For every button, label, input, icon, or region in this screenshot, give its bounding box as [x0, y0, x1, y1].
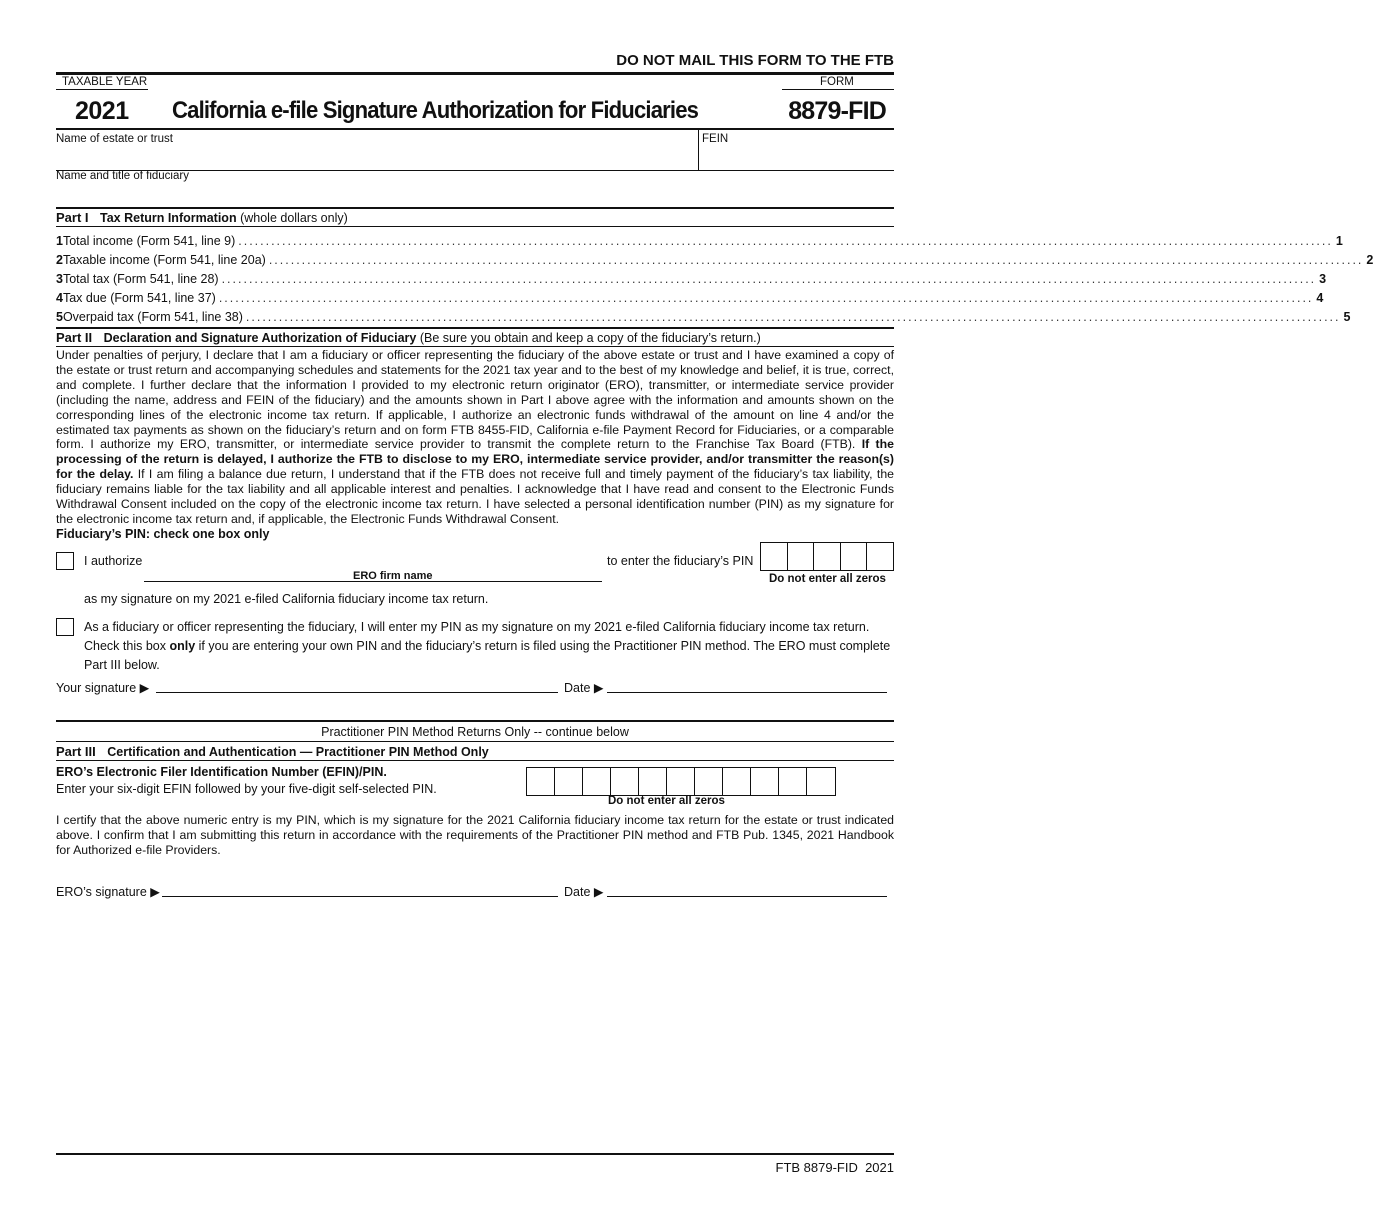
efin-digit-box[interactable] [611, 768, 639, 795]
line-number: 1 [56, 234, 63, 248]
line-label: Total income (Form 541, line 9) [62, 234, 236, 248]
authorize-suffix: to enter the fiduciary’s PIN [607, 554, 754, 568]
ero-date-field[interactable] [607, 882, 887, 897]
estate-name-label: Name of estate or trust [56, 133, 173, 145]
part2-subtitle: (Be sure you obtain and keep a copy of the fiduciary’s return.) [419, 331, 761, 345]
declaration-part-a: Under penalties of perjury, I declare that I am a fiduciary or officer representing the fiduciary of the above estate or trust and I have examined a copy of the estate or trust return and accompanying schedules and statements for the 2021 tax year and to the best of my knowledge and belief, it is true, correct, and complete. I further declare that the information I provided to my electronic return originator (ERO), transmitter, or intermediate service provider (including the name, address and FEIN of the fiduciary) and the amounts shown in Part I above agree with the information and amounts shown on the corresponding lines of the electronic income tax return. If applicable, I authorize an electronic funds withdrawal of the amount on line 4 and/or the estimated tax payments as shown on the fiduciary’s return and on form FTB 8455-FID, California e-file Payment Record for Fiduciaries, or a comparable form. I authorize my ERO, transmitter, or intermediate service provider to transmit the complete return to the Franchise Tax Board (FTB). [56, 348, 894, 452]
part3-label: Part III [56, 744, 96, 759]
taxable-year-underline [56, 89, 148, 90]
pin-zeros-note: Do not enter all zeros [769, 573, 886, 585]
practitioner-banner: Practitioner PIN Method Returns Only -- continue below [321, 725, 629, 739]
efin-digit-box[interactable] [723, 768, 751, 795]
part1-line [56, 249, 1373, 267]
estate-name-field[interactable] [56, 147, 696, 169]
authorize-prefix: I authorize [84, 554, 143, 568]
efin-digit-box[interactable] [779, 768, 807, 795]
title-rule [56, 128, 894, 130]
part2-label: Part II [56, 330, 93, 345]
your-signature-field[interactable] [156, 678, 558, 693]
header-rule [56, 72, 894, 75]
efin-digit-box[interactable] [527, 768, 555, 795]
part1-heading [56, 210, 348, 225]
part3-title: Certification and Authentication — Practitioner PIN Method Only [107, 745, 489, 759]
do-not-mail-notice: DO NOT MAIL THIS FORM TO THE FTB [616, 52, 894, 69]
part2-heading [56, 330, 761, 345]
line-ref: 1 [1335, 234, 1343, 248]
self-pin-text-b: if you are entering your own PIN and the fiduciary’s return is filed using the Practitioner PIN method. The ERO must complete Part III below. [84, 639, 891, 672]
line-label: Total tax (Form 541, line 28) [62, 272, 219, 286]
part1-line [56, 268, 1327, 286]
ero-firm-name-label: ERO firm name [353, 570, 433, 582]
part1-line [56, 306, 1351, 324]
line-label: Tax due (Form 541, line 37) [62, 291, 216, 305]
tax-year: 2021 [75, 97, 129, 125]
your-date-field[interactable] [607, 678, 887, 693]
part3-sub-rule [56, 760, 894, 761]
ero-signature-field[interactable] [162, 882, 558, 897]
declaration-bold: If the processing of the return is delayed, I authorize the FTB to disclose to my ERO, intermediate service provider, and/or transmitter the reason(s) for the delay. [56, 437, 894, 482]
efin-digit-box[interactable] [555, 768, 583, 795]
part1-label: Part I [56, 210, 89, 225]
line-label: Taxable income (Form 541, line 20a) [62, 253, 266, 267]
efin-digit-box[interactable] [751, 768, 779, 795]
pin-digit-box[interactable] [867, 543, 893, 570]
pin-heading: Fiduciary’s PIN: check one box only [56, 527, 270, 541]
fein-divider [698, 130, 699, 170]
part1-subtitle: (whole dollars only) [240, 211, 348, 225]
line-ref: 3 [1319, 272, 1327, 286]
pin-digit-box[interactable] [788, 543, 814, 570]
part2-sub-rule [56, 346, 894, 347]
fein-field[interactable] [702, 147, 892, 169]
form-title: California e-file Signature Authorization for Fiduciaries [172, 97, 699, 124]
pin-digit-box[interactable] [841, 543, 867, 570]
form-label: FORM [820, 76, 854, 88]
self-pin-text [84, 618, 894, 675]
efin-pin-boxes[interactable] [526, 767, 836, 796]
part3-rule [56, 741, 894, 742]
practitioner-rule [56, 720, 894, 722]
efin-heading: ERO’s Electronic Filer Identification Number (EFIN)/PIN. [56, 765, 387, 779]
fiduciary-pin-boxes[interactable] [760, 542, 894, 571]
line-ref: 2 [1366, 253, 1373, 267]
efin-zeros-note: Do not enter all zeros [608, 795, 725, 807]
form-number: 8879-FID [788, 97, 886, 125]
ero-date-label: Date ▶ [564, 885, 604, 899]
declaration-text [56, 348, 894, 527]
fiduciary-name-field[interactable] [56, 184, 894, 206]
part1-line [56, 230, 1343, 248]
efin-subtext: Enter your six-digit EFIN followed by your five-digit self-selected PIN. [56, 782, 437, 796]
leader-dots: ........................................................................................................................................................................................................ [218, 291, 1314, 305]
efin-digit-box[interactable] [583, 768, 611, 795]
your-date-label: Date ▶ [564, 681, 604, 695]
pin-digit-box[interactable] [814, 543, 841, 570]
certify-paragraph: I certify that the above numeric entry is my PIN, which is my signature for the 2021 California fiduciary income tax return for the estate or trust indicated above. I confirm that I am submitting this return in accordance with the requirements of the Practitioner PIN method and FTB Pub. 1345, 2021 Handbook for Authorized e-file Providers. [56, 813, 894, 857]
ero-signature-label: ERO’s signature ▶ [56, 885, 160, 899]
part1-sub-rule [56, 226, 894, 227]
part1-title: Tax Return Information [100, 211, 237, 225]
line-number: 4 [56, 291, 63, 305]
leader-dots: ........................................................................................................................................................................................................ [238, 234, 1333, 248]
fein-label: FEIN [702, 133, 729, 145]
efin-digit-box[interactable] [807, 768, 835, 795]
declaration-part-b: If I am filing a balance due return, I understand that if the FTB does not receive full and timely payment of the fiduciary’s tax liability, the fiduciary remains liable for the tax liability and all applicable interest and penalties. I acknowledge that I have read and consent to the Electronic Funds Withdrawal Consent included on the copy of the electronic income tax return. I have selected a personal identification number (PIN) as my signature for the electronic income tax return and, if applicable, the Electronic Funds Withdrawal Consent. [56, 467, 894, 526]
leader-dots: ........................................................................................................................................................................................................ [245, 310, 1341, 324]
signature-line-text: as my signature on my 2021 e-filed California fiduciary income tax return. [84, 592, 489, 606]
footer-form-id: FTB 8879-FID 2021 [775, 1160, 894, 1175]
self-pin-checkbox[interactable] [56, 618, 74, 636]
part3-heading [56, 744, 489, 759]
part2-title: Declaration and Signature Authorization of Fiduciary [103, 331, 417, 345]
line-ref: 5 [1343, 310, 1351, 324]
leader-dots: ........................................................................................................................................................................................................ [221, 272, 1317, 286]
line-number: 2 [56, 253, 63, 267]
efin-digit-box[interactable] [695, 768, 723, 795]
part2-rule [56, 327, 894, 329]
line-label: Overpaid tax (Form 541, line 38) [62, 310, 243, 324]
efin-digit-box[interactable] [667, 768, 695, 795]
leader-dots: ........................................................................................................................................................................................................ [268, 253, 1364, 267]
self-pin-text-bold: only [169, 639, 196, 653]
part1-line [56, 287, 1324, 305]
self-pin-text-a: As a fiduciary or officer representing the fiduciary, I will enter my PIN as my signature on my 2021 e-filed California fiduciary income tax return. Check this box [84, 620, 870, 653]
efin-digit-box[interactable] [639, 768, 667, 795]
pin-digit-box[interactable] [761, 543, 788, 570]
your-signature-label: Your signature ▶ [56, 681, 150, 695]
line-ref: 4 [1316, 291, 1324, 305]
footer-rule [56, 1153, 894, 1155]
line-number: 3 [56, 272, 63, 286]
authorize-ero-checkbox[interactable] [56, 552, 74, 570]
line-number: 5 [56, 310, 63, 324]
taxable-year-label: TAXABLE YEAR [62, 76, 148, 88]
certify-text [56, 813, 894, 858]
form-label-underline [782, 89, 894, 90]
part1-rule [56, 207, 894, 209]
fiduciary-name-label: Name and title of fiduciary [56, 170, 189, 182]
